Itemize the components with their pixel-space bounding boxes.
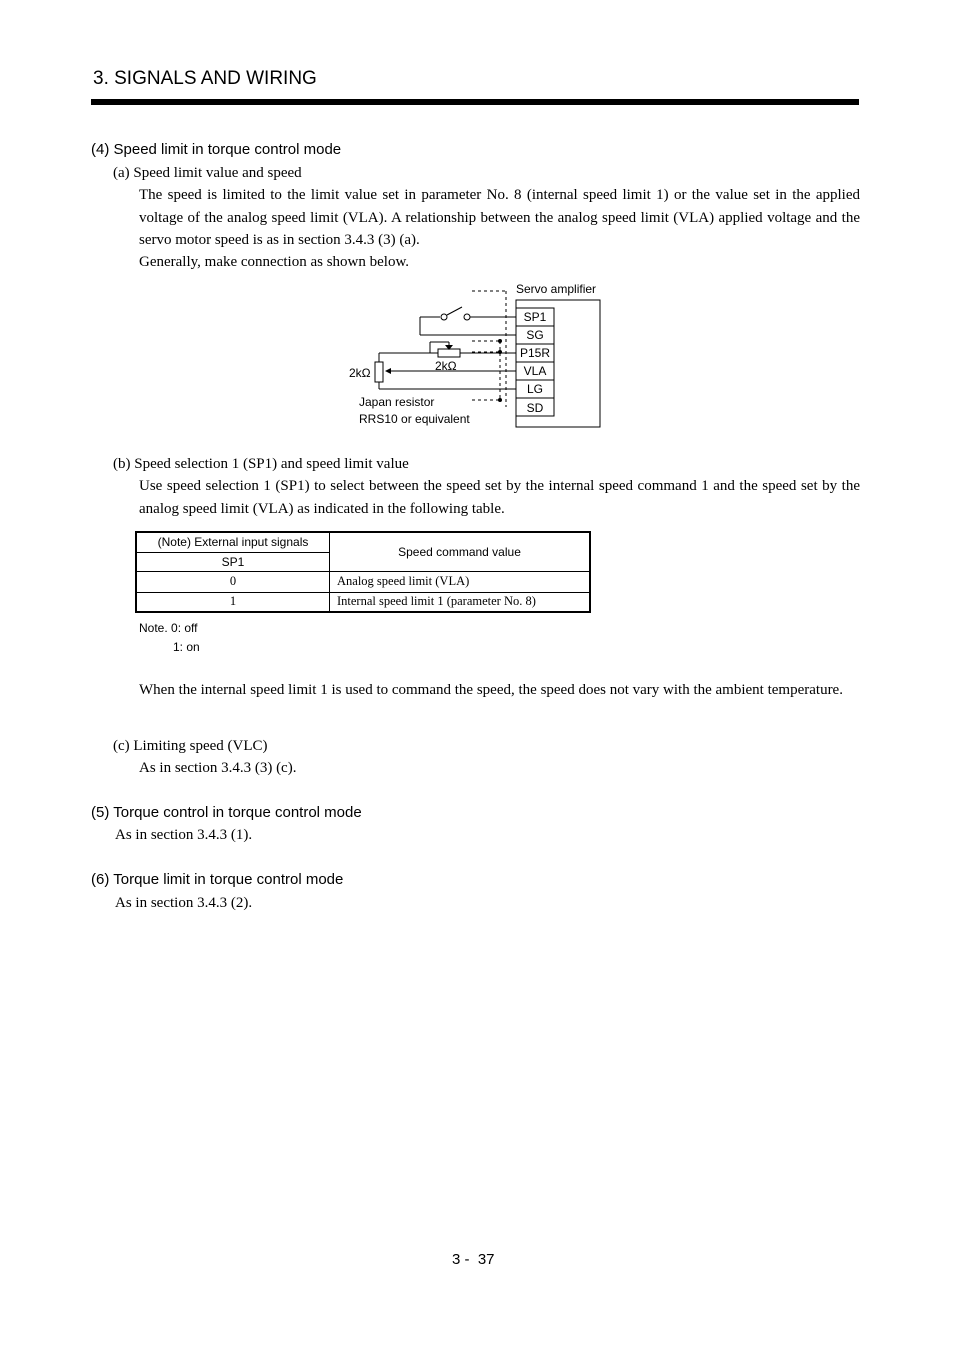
- section-6-text: As in section 3.4.3 (2).: [115, 895, 253, 911]
- subsection-a-text2: Generally, make connection as shown below.: [139, 254, 410, 270]
- section-5-title: (5) Torque control in torque control mode: [91, 804, 362, 821]
- terminal-label: SP1: [523, 310, 547, 324]
- subsection-c-title: (c) Limiting speed (VLC): [113, 738, 268, 754]
- subsection-c-text: As in section 3.4.3 (3) (c).: [139, 760, 297, 776]
- header-rule: [91, 99, 859, 105]
- subsection-b-title: (b) Speed selection 1 (SP1) and speed limit value: [113, 456, 409, 472]
- subsection-a-title: (a) Speed limit value and speed: [113, 165, 302, 181]
- table-cell-value: Internal speed limit 1 (parameter No. 8): [330, 592, 591, 612]
- subsection-b-text: Use speed selection 1 (SP1) to select between the speed set by the internal speed command 1 and the speed set by the analog speed limit (VLA) as indicated in the following table.: [139, 478, 860, 517]
- table-cell-sp1: 0: [136, 571, 330, 592]
- terminal-block: [516, 308, 554, 416]
- page-number: 3 - 37: [452, 1251, 495, 1268]
- pot-resistor-label: 2kΩ: [435, 359, 457, 373]
- servo-amplifier-label: Servo amplifier: [516, 282, 597, 296]
- table-cell-sp1: 1: [136, 592, 330, 612]
- table-header-sp1: SP1: [136, 552, 330, 571]
- subsection-a-text: The speed is limited to the limit value set in parameter No. 8 (internal speed limit 1) or the value set in the applied voltage of the analog speed limit (VLA). A relationship between the analog speed limit (VLA) applied voltage and the servo motor speed is as in section 3.4.3 (3) (a).: [139, 187, 860, 248]
- table-row: [136, 571, 590, 592]
- resistor-note-line1: Japan resistor: [359, 395, 435, 409]
- speed-selection-table: [135, 531, 591, 613]
- shield-lines: [472, 291, 506, 407]
- left-resistor: [375, 362, 383, 382]
- section-6-title: (6) Torque limit in torque control mode: [91, 871, 344, 888]
- after-table-text: When the internal speed limit 1 is used to command the speed, the speed does not vary with the ambient temperature.: [139, 682, 843, 698]
- terminal-label: SG: [526, 328, 544, 342]
- table-cell-value: Analog speed limit (VLA): [330, 571, 591, 592]
- chapter-title: 3. SIGNALS AND WIRING: [93, 68, 317, 89]
- switch-sp1: [420, 307, 516, 335]
- terminal-label: P15R: [519, 346, 551, 360]
- table-note-line2: 1: on: [173, 640, 200, 654]
- pot-resistor: [438, 349, 460, 357]
- section-4-title: (4) Speed limit in torque control mode: [91, 141, 342, 158]
- table-header-group: (Note) External input signals: [136, 532, 330, 552]
- table-header-value: Speed command value: [330, 532, 591, 571]
- wiring-diagram: [340, 278, 610, 434]
- table-row: [136, 592, 590, 612]
- table-note-line1: Note. 0: off: [139, 621, 198, 635]
- terminal-label: VLA: [523, 364, 547, 378]
- left-resistor-label: 2kΩ: [349, 366, 371, 380]
- terminal-label: SD: [526, 401, 544, 415]
- section-5-text: As in section 3.4.3 (1).: [115, 827, 253, 843]
- terminal-label: LG: [526, 382, 544, 396]
- resistor-note-line2: RRS10 or equivalent: [359, 412, 470, 426]
